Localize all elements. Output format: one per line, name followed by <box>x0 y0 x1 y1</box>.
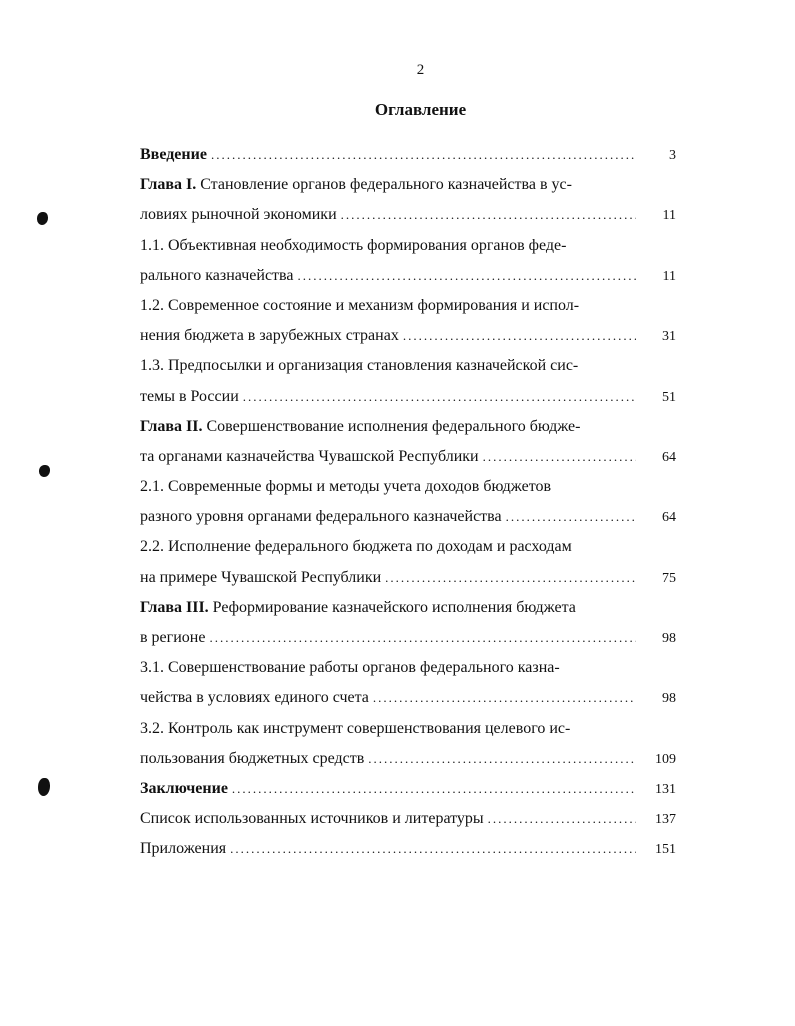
toc-heading-label: Заключение <box>140 779 228 797</box>
toc-entry-text: Совершенствование исполнения федерального бюдже- <box>202 417 581 435</box>
toc-line <box>140 502 676 532</box>
toc-line <box>140 442 676 472</box>
toc-line <box>140 382 676 412</box>
toc-line <box>140 291 676 321</box>
scan-mark <box>37 212 48 225</box>
toc-entry-text: в регионе <box>140 629 206 646</box>
toc-line <box>140 200 676 230</box>
toc-line <box>140 321 676 351</box>
toc-entry-text: Реформирование казначейского исполнения бюджета <box>208 598 576 616</box>
toc-entry-text: темы в России <box>140 387 239 405</box>
dot-leader <box>488 804 636 834</box>
toc-entry-text: Приложения <box>140 840 227 858</box>
toc-entry-text: Становление органов федерального казначейства в ус- <box>196 176 572 194</box>
toc-page-number: 98 <box>662 631 676 646</box>
toc-line <box>140 412 676 442</box>
toc-entry-text: 3.2. Контроль как инструмент совершенствования целевого ис- <box>140 719 571 737</box>
toc-line <box>140 532 676 562</box>
toc-line <box>140 351 676 381</box>
toc-line <box>140 653 676 683</box>
toc-page-number: 11 <box>662 208 676 224</box>
toc-entry-text: 2.1. Современные формы и методы учета доходов бюджетов <box>140 478 552 496</box>
toc-heading-label: Глава I. <box>140 176 197 194</box>
toc-page-number: 3 <box>669 148 676 163</box>
toc-entry-text: рального казначейства <box>140 266 294 284</box>
toc-page-number: 151 <box>655 842 676 858</box>
toc-page-number: 31 <box>662 329 676 345</box>
toc-heading-label: Глава II. <box>140 417 203 435</box>
dot-leader <box>368 744 636 774</box>
toc-line <box>140 140 676 170</box>
toc-entry-text: чейства в условиях единого счета <box>140 689 369 707</box>
toc-entry-text: Список использованных источников и литературы <box>140 810 484 828</box>
toc-page-number: 98 <box>662 691 676 707</box>
table-of-contents <box>140 140 676 865</box>
toc-page-number: 131 <box>655 781 676 797</box>
dot-leader <box>506 502 636 532</box>
toc-page-number: 64 <box>662 510 676 526</box>
page-title: Оглавление <box>374 100 467 119</box>
toc-line <box>140 804 676 834</box>
toc-heading-label: Введение <box>140 146 207 163</box>
toc-entry-text: 3.1. Совершенствование работы органов федерального казна- <box>140 659 560 677</box>
toc-page-number: 11 <box>662 268 676 284</box>
toc-heading-label: Глава III. <box>140 598 209 616</box>
toc-entry-text: та органами казначейства Чувашской Республики <box>140 447 479 465</box>
dot-leader <box>341 200 636 230</box>
toc-line <box>140 623 676 653</box>
toc-line <box>140 231 676 261</box>
toc-line <box>140 774 676 804</box>
scan-mark <box>39 465 50 477</box>
dot-leader <box>297 261 636 291</box>
toc-entry-text: на примере Чувашской Республики <box>140 568 382 586</box>
dot-leader <box>385 563 636 593</box>
toc-entry-text: ловиях рыночной экономики <box>140 206 337 224</box>
toc-line <box>140 563 676 593</box>
toc-line <box>140 714 676 744</box>
dot-leader <box>232 774 636 804</box>
toc-page-number: 51 <box>662 389 676 405</box>
toc-entry-text: пользования бюджетных средств <box>140 749 365 767</box>
toc-page-number: 64 <box>662 449 676 465</box>
toc-page-number: 109 <box>655 751 676 767</box>
dot-leader <box>373 683 636 713</box>
toc-page-number: 137 <box>655 812 676 828</box>
toc-entry-text: разного уровня органами федерального казначейства <box>140 508 502 526</box>
dot-leader <box>243 382 636 412</box>
toc-line <box>140 834 676 864</box>
dot-leader <box>209 623 636 653</box>
page-number: 2 <box>416 62 425 78</box>
toc-line <box>140 170 676 200</box>
toc-line <box>140 472 676 502</box>
toc-entry-text: 1.3. Предпосылки и организация становления казначейской сис- <box>140 357 579 375</box>
toc-line <box>140 261 676 291</box>
toc-entry-text: 2.2. Исполнение федерального бюджета по доходам и расходам <box>140 538 572 556</box>
scan-mark <box>38 778 50 796</box>
dot-leader <box>230 834 636 864</box>
toc-page-number: 75 <box>662 570 676 586</box>
toc-line <box>140 744 676 774</box>
dot-leader <box>403 321 636 351</box>
dot-leader <box>211 140 636 170</box>
toc-entry-text: нения бюджета в зарубежных странах <box>140 327 399 345</box>
toc-line <box>140 683 676 713</box>
toc-line <box>140 593 676 623</box>
dot-leader <box>483 442 636 472</box>
toc-entry-text: 1.1. Объективная необходимость формирования органов феде- <box>140 236 567 254</box>
toc-entry-text: 1.2. Современное состояние и механизм формирования и испол- <box>140 296 580 314</box>
